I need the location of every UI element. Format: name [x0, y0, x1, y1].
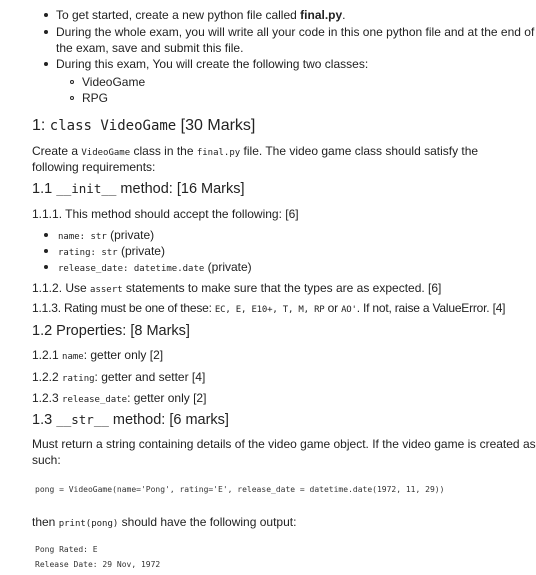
sub-bullet-circle: [70, 80, 74, 84]
section-1-1-heading: [32, 180, 245, 198]
body-text: : getter only [2]: [127, 391, 207, 405]
heading-text: 1:: [32, 117, 50, 134]
intro-bullet-2-line1: During the whole exam, you will write all your code in this one python file and at the end of: [56, 25, 535, 39]
inline-code: rating: [62, 374, 95, 384]
section-1-heading: [32, 116, 255, 136]
bullet-dot: [44, 265, 48, 269]
class-item-videogame: VideoGame: [82, 75, 146, 89]
body-text: : getter only [2]: [83, 348, 164, 362]
inline-code: EC, E, E10+, T, M, RP: [214, 305, 325, 315]
requirement-1-1-1: 1.1.1. This method should accept the following: [6]: [32, 207, 299, 221]
body-text: should have the following output:: [118, 515, 297, 529]
body-text: file. The video game class should satisfy the: [240, 144, 479, 158]
inline-code: AO': [341, 305, 357, 315]
inline-code: release_date: [62, 395, 128, 405]
intro-bullet-2-line2: the exam, save and submit this file.: [56, 41, 244, 55]
property-release-date: [32, 390, 206, 408]
requirement-1-1-2: [32, 280, 441, 298]
then-print-line: [32, 514, 296, 532]
class-item-rpg: RPG: [82, 91, 109, 105]
property-name: [32, 347, 163, 365]
property-rating: [32, 369, 205, 387]
intro-text: To get started, create a new python file called: [56, 8, 301, 22]
inline-code: name: [62, 352, 84, 362]
heading-code: __init__: [56, 181, 117, 196]
section-1-2-heading: 1.2 Properties: [8 Marks]: [32, 323, 190, 339]
body-text: or: [324, 301, 342, 315]
filename-bold: final.py: [300, 8, 343, 22]
bullet-dot: [44, 62, 48, 66]
section-1-3-heading: [32, 411, 229, 429]
inline-code: release_date: datetime.date: [58, 264, 205, 274]
intro-text: .: [342, 8, 346, 22]
inline-code: name: str: [58, 232, 107, 242]
output-line-2: Release Date: 29 Nov, 1972: [35, 560, 161, 569]
heading-text: [30 Marks]: [176, 117, 256, 134]
inline-code: VideoGame: [81, 148, 131, 158]
body-text: 1.1.2. Use: [32, 281, 91, 295]
bullet-dot: [44, 233, 48, 237]
bullet-dot: [44, 13, 48, 17]
param-release-date: [58, 259, 252, 277]
sub-bullet-circle: [70, 96, 74, 100]
body-text: 1.1.3. Rating must be one of these:: [32, 301, 215, 315]
body-text: then: [32, 515, 59, 529]
body-text: (private): [117, 244, 165, 258]
body-text: statements to make sure that the types are as expected. [6]: [122, 281, 442, 295]
intro-bullet-3: During this exam, You will create the following two classes:: [56, 57, 369, 71]
body-text: Create a: [32, 144, 82, 158]
section-1-body-line2: following requirements:: [32, 160, 156, 174]
heading-text: 1.3: [32, 412, 57, 428]
body-text: . If not, raise a ValueError. [4]: [356, 301, 506, 315]
body-text: 1.2.1: [32, 348, 63, 362]
intro-bullet-1: [56, 7, 346, 23]
section-1-3-body-line1: Must return a string containing details of the video game object. If the video game is created as: [32, 437, 536, 451]
body-text: (private): [106, 228, 155, 242]
inline-code: assert: [90, 285, 123, 295]
heading-text: method: [6 marks]: [108, 412, 229, 428]
body-text: : getter and setter [4]: [94, 370, 206, 384]
heading-code: __str__: [56, 412, 109, 427]
requirement-1-1-3: [32, 300, 505, 318]
heading-text: 1.1: [32, 181, 57, 197]
output-line-1: Pong Rated: E: [35, 545, 98, 554]
inline-code: final.py: [196, 148, 241, 158]
code-example: pong = VideoGame(name='Pong', rating='E', release_date = datetime.date(1972, 11, 29)): [35, 485, 445, 494]
body-text: class in the: [130, 144, 197, 158]
body-text: 1.2.2: [32, 370, 63, 384]
inline-code: rating: str: [58, 248, 118, 258]
body-text: 1.2.3: [32, 391, 63, 405]
bullet-dot: [44, 30, 48, 34]
bullet-dot: [44, 249, 48, 253]
heading-text: method: [16 Marks]: [116, 181, 245, 197]
inline-code: print(pong): [58, 519, 119, 529]
heading-code: class VideoGame: [49, 118, 177, 134]
body-text: (private): [204, 260, 252, 274]
section-1-3-body-line2: such:: [32, 453, 61, 467]
